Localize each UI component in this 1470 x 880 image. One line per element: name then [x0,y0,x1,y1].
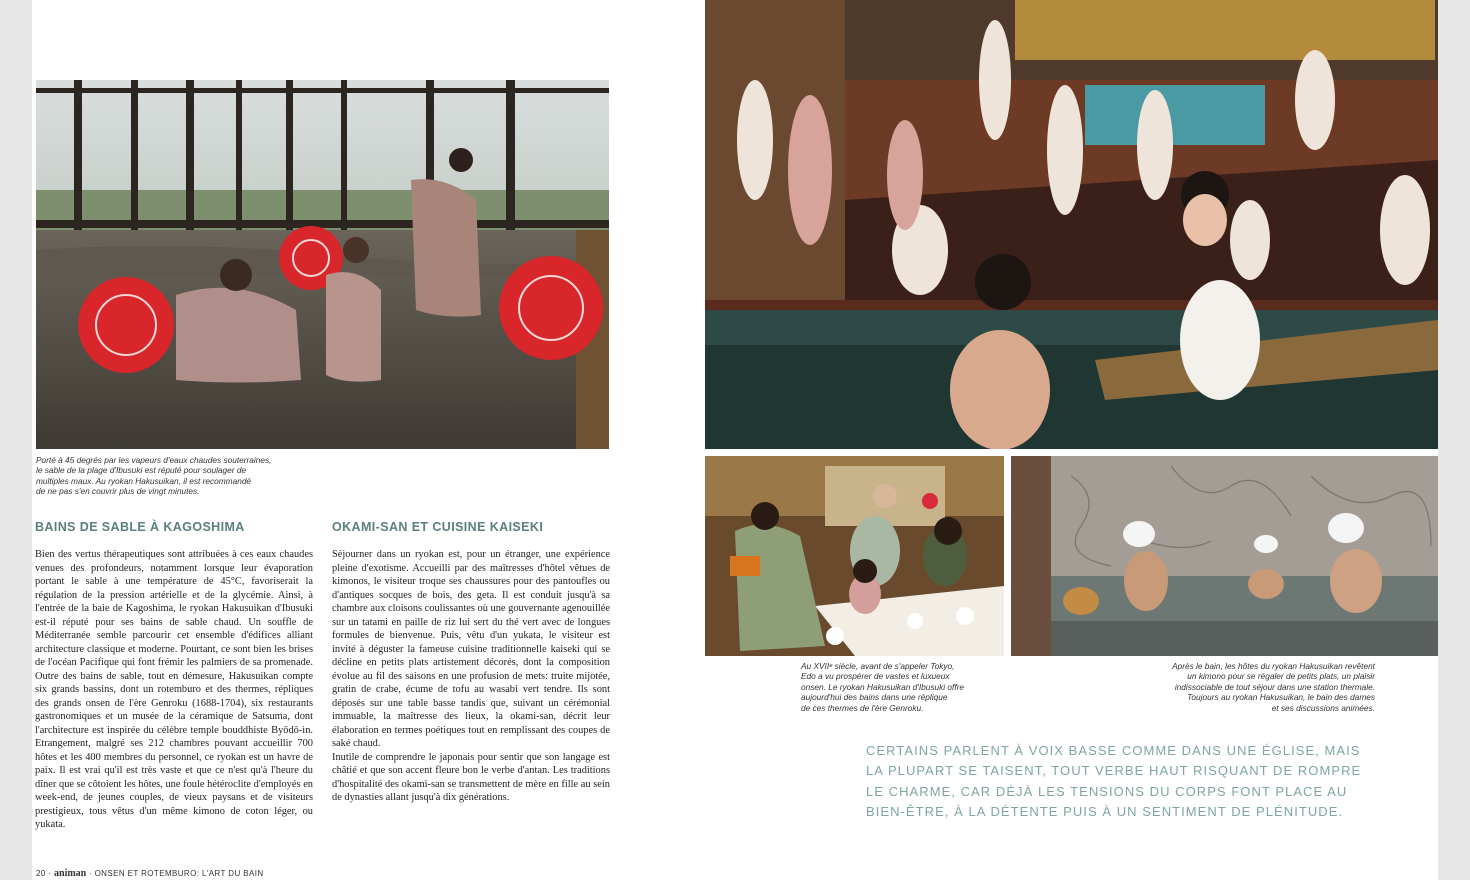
caption-line: Edo a vu prospérer de vastes et luxueux [801,671,950,682]
section-heading-okami-san: OKAMI-SAN ET CUISINE KAISEKI [332,520,544,534]
sand-bath-caption [36,455,271,497]
caption-line: multiples maux. Au ryokan Hakusuikan, il est recommandé [36,475,252,486]
pull-quote [866,741,1362,822]
page-footer [36,868,264,879]
caption-line: de ne pas s'en couvrir plus de vingt minutes. [36,486,200,497]
caption-line: Après le bain, les hôtes du ryokan Hakusuikan revêtent [1172,661,1375,671]
section-body-okami-san [332,548,610,805]
magazine-brand: animan [54,868,87,879]
pull-quote-line: BIEN-ÊTRE, À LA DÉTENTE PUIS À UN SENTIMENT DE PLÉNITUDE. [866,803,1344,819]
ladies-bath-photo [1011,456,1438,656]
caption-line: de ces thermes de l'ère Genroku. [801,702,924,713]
pull-quote-line: LA PLUPART SE TAISENT, TOUT VERBE HAUT RISQUANT DE ROMPRE [866,763,1362,779]
caption-line: onsen. Le ryokan Hakusuikan d'Ibusuki offre [801,681,965,692]
caption-line: aujourd'hui des bains dans une réplique [801,692,948,703]
body-paragraph: Bien des vertus thérapeutiques sont attribuées à ces eaux chaudes venues des profondeurs, notamment lorsque leur évaporation portant le sable à une température de 45°C, favoriserait la régulation de la pression artérielle et de la glycémie. Ainsi, à l'entrée de la baie de Kagoshima, le ryokan Hakusuikan d'Ibusuki est-il réputé pour ses bains de sable chaud. Un souffle de Méditerranée semble parcourir cet ensemble d'édifices alliant architecture classique et moderne. Pourtant, ce sont bien les brises de l'océan Pacifique qui font frémir les palmiers de sa promenade. Outre des bains de sable, tout en démesure, Hakusuikan compte six grands bassins, dont un rotemburo et des thermes, répliques des grands onsen de l'ère Genroku (1688-1704), six restaurants gastronomiques et un musée de la céramique de Satsuma, dont l'architecture est inspirée du célèbre temple bouddhiste Byōdō-in. Etrangement, malgré ses 212 chambres pouvant accueillir 700 hôtes et les 400 membres du personnel, ce ryokan est un havre de paix. Il est vrai qu'il est très vaste et que ce n'est qu'à l'heure du dîner que se côtoient les hôtes, une foule hétéroclite d'employés en week-end, de jeunes couples, de vieux paysans et de visiteurs prestigieux, tous vêtus d'un même kimono de coton léger, ou yukata. [35,549,313,830]
caption-line: un kimono pour se régaler de petits plats, un plaisir [1187,671,1375,682]
sand-bath-photo [36,80,609,449]
section-body-sand-baths [35,548,313,832]
caption-line: et ses discussions animées. [1271,702,1375,713]
caption-line: le sable de la plage d'Ibusuki est réputé pour soulager de [36,465,247,476]
meal-caption [801,661,964,713]
footer-separator: · [45,869,55,878]
caption-line: Porté à 45 degrés par les vapeurs d'eaux chaudes souterraines, [36,455,272,465]
kaiseki-meal-photo [705,456,1004,656]
body-paragraph: Séjourner dans un ryokan est, pour un étranger, une expérience pleine d'exotisme. Accueilli par des maîtresses d'hôtel vêtues de kimonos, le visiteur troque ses chaussures pour des pantoufles ou d'antiques socques de bois, des geta. Il est conduit jusqu'à sa chambre aux cloisons coulissantes où une gouvernante agenouillée sur un tatami en paille de riz lui sert du thé vert avec de longues formules de bienvenue. Puis, vêtu d'un yukata, le visiteur est invité à déguster la fameuse cuisine traditionnelle kaiseki qui se décline en petits plats artistement décorés, dont la composition évolue au fil des saisons en une profusion de mets: truite mijotée, gratin de crabe, écume de tofu au wasabi vert tendre. Ils sont déposés sur une table basse tandis que, suivant un cérémonial immuable, la maîtresse des lieux, la okami-san, décrit leur élaboration en termes poétiques tout en remplissant des coupes de saké chaud. [332,549,610,749]
bath-caption [1130,661,1375,713]
footer-section-title: ONSEN ET ROTEMBURO: L'ART DU BAIN [94,869,264,878]
section-heading-sand-baths: BAINS DE SABLE À KAGOSHIMA [35,520,245,534]
edo-bath-replica-photo [705,0,1438,449]
pull-quote-line: LE CHARME, CAR DÉJÀ LES TENSIONS DU CORPS FONT PLACE AU [866,783,1348,799]
page-number: 20 [36,869,46,878]
caption-line: indissociable de tout séjour dans une station thermale. [1174,681,1375,692]
caption-line: Au XVIIᵉ siècle, avant de s'appeler Tokyo, [801,661,955,671]
body-paragraph: Inutile de comprendre le japonais pour sentir que son langage est châtié et que son accent fleure bon le verbe d'antan. Les traditions d'hospitalité des okami-san se transmettent de mère en fille au sein de dynasties allant jusqu'à dix générations. [332,751,610,803]
footer-separator: · [86,869,95,878]
caption-line: Toujours au ryokan Hakusuikan, le bain des dames [1187,692,1375,703]
pull-quote-line: CERTAINS PARLENT À VOIX BASSE COMME DANS UNE ÉGLISE, MAIS [866,743,1361,758]
